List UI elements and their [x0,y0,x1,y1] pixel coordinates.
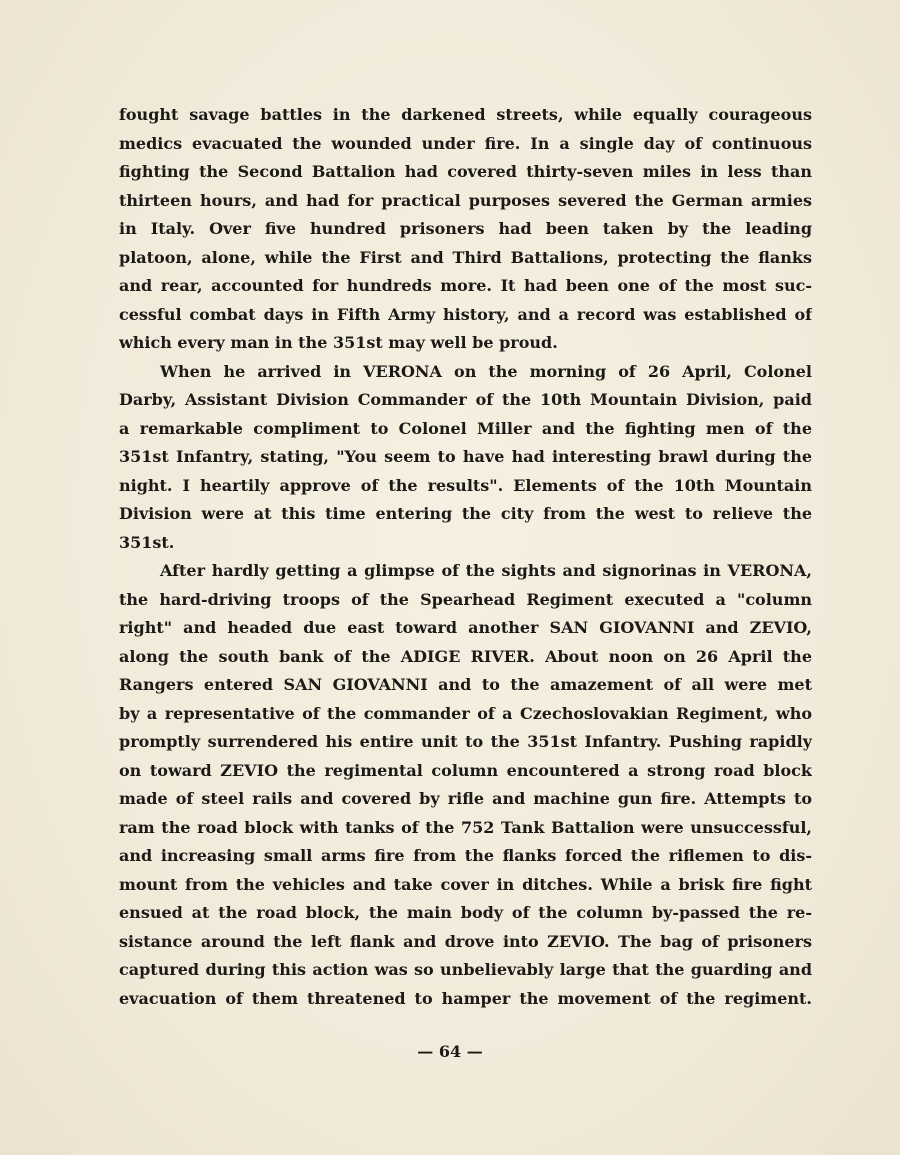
text-line: by a representative of the commander of a Czechoslovakian Regiment, who [119,703,812,723]
text-line: ram the road block with tanks of the 752 Tank Battalion were unsuccessful, [119,817,812,837]
text-line: After hardly getting a glimpse of the sights and signorinas in VERONA, [160,561,812,580]
text-line: mount from the vehicles and take cover in ditches. While a brisk fire fight [119,874,812,894]
text-line: thirteen hours, and had for practical purposes severed the German armies [119,190,812,210]
text-line: captured during this action was so unbelievably large that the guarding and [119,960,812,979]
paragraph-1 [119,101,812,358]
paragraph-2 [119,358,812,558]
text-line: Darby, Assistant Division Commander of the 10th Mountain Division, paid [119,390,812,409]
text-line: When he arrived in VERONA on the morning of 26 April, Colonel [160,361,812,381]
text-line: 351st Infantry, stating, "You seem to have had interesting brawl during the [119,447,812,466]
text-line: in Italy. Over five hundred prisoners had been taken by the leading [119,219,812,238]
text-line: right" and headed due east toward another SAN GIOVANNI and ZEVIO, [119,618,812,637]
text-line: fighting the Second Battalion had covered thirty-seven miles in less than [119,162,812,181]
text-line: on toward ZEVIO the regimental column encountered a strong road block [119,760,812,780]
paragraph-3 [119,557,812,1013]
text-line: ensued at the road block, the main body of the column by-passed the re- [119,903,812,922]
text-line: made of steel rails and covered by rifle and machine gun fire. Attempts to [119,789,812,808]
text-line: 351st. [119,532,175,552]
text-line: evacuation of them threatened to hamper the movement of the regiment. [119,988,812,1008]
text-line: a remarkable compliment to Colonel Miller and the fighting men of the [119,418,812,438]
text-line: and rear, accounted for hundreds more. It had been one of the most suc- [119,276,812,295]
text-line: platoon, alone, while the First and Third Battalions, protecting the flanks [119,247,812,267]
text-line: which every man in the 351st may well be proud. [119,333,558,352]
text-line: medics evacuated the wounded under fire. In a single day of continuous [119,133,812,153]
text-line: sistance around the left flank and drove into ZEVIO. The bag of prisoners [119,931,812,951]
text-line: along the south bank of the ADIGE RIVER. About noon on 26 April the [119,646,812,666]
body-text [119,101,812,1013]
text-line: the hard-driving troops of the Spearhead Regiment executed a "column [119,589,812,609]
text-line: fought savage battles in the darkened streets, while equally courageous [119,105,812,124]
text-line: cessful combat days in Fifth Army history, and a record was established of [119,304,812,324]
page-number: — 64 — [417,1042,483,1061]
text-line: night. I heartily approve of the results". Elements of the 10th Mountain [119,475,812,495]
text-line: and increasing small arms fire from the flanks forced the riflemen to dis- [119,846,812,865]
text-line: promptly surrendered his entire unit to the 351st Infantry. Pushing rapidly [119,732,812,751]
text-line: Rangers entered SAN GIOVANNI and to the amazement of all were met [119,675,812,694]
text-line: Division were at this time entering the city from the west to relieve the [119,504,812,523]
